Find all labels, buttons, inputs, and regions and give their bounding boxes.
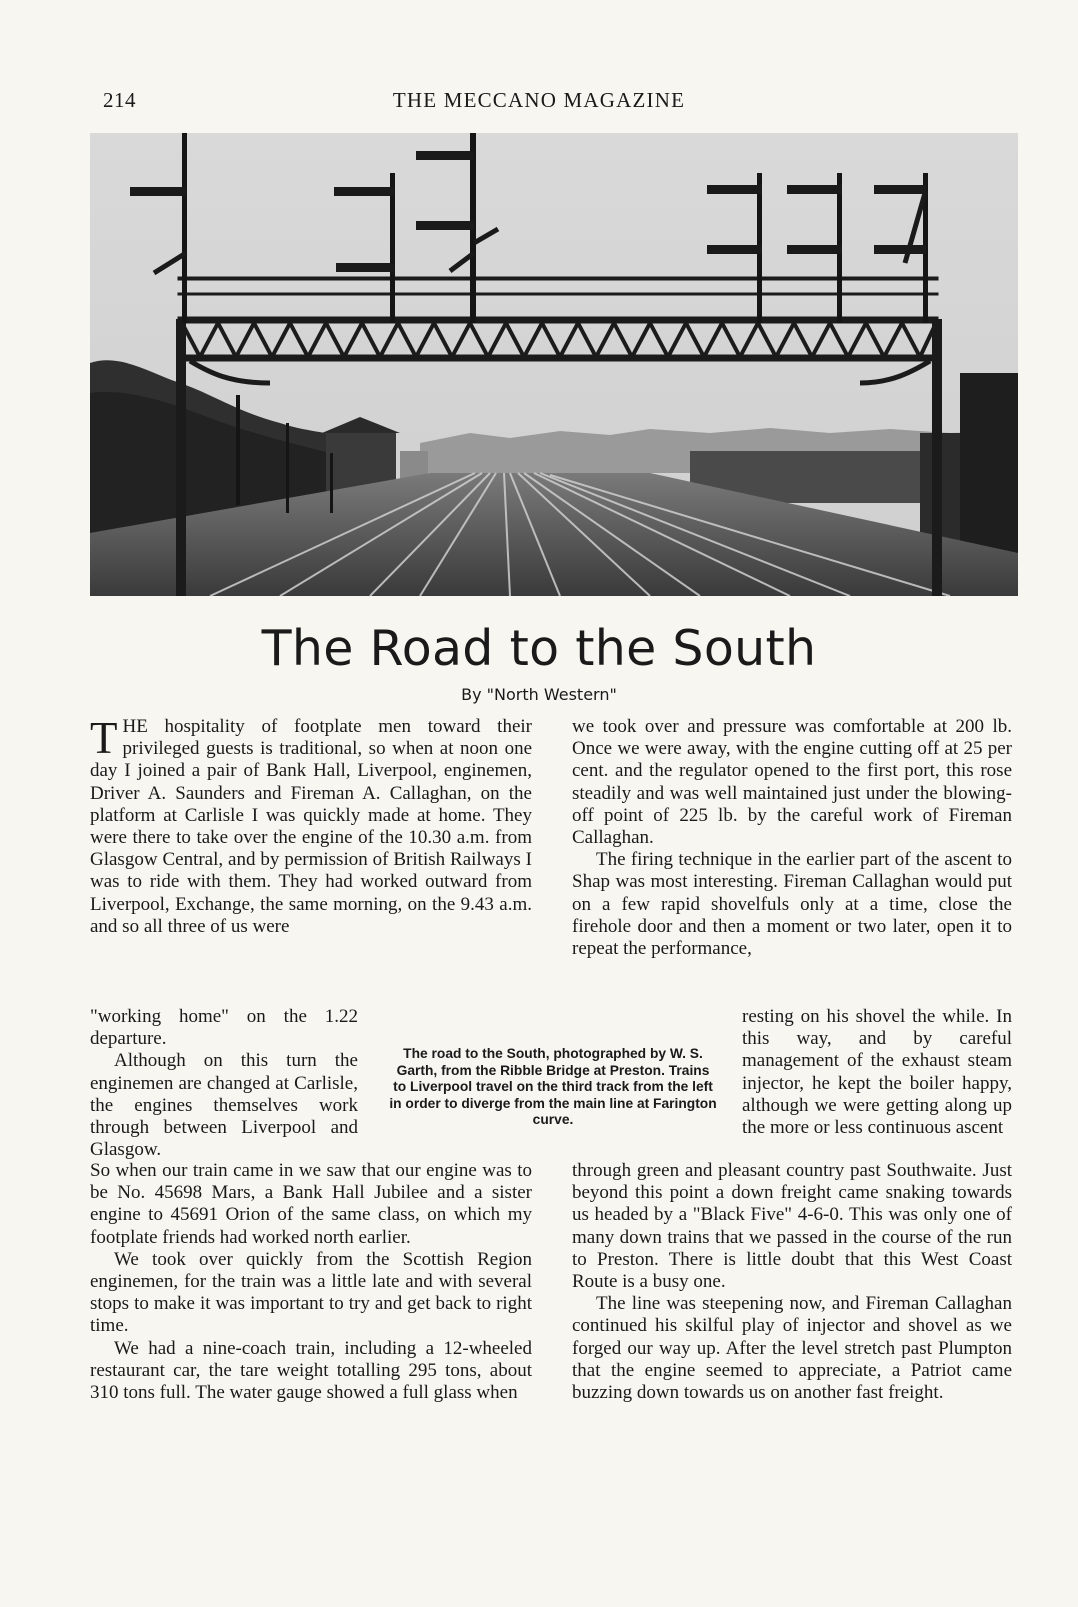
paragraph-text: HE hospitality of footplate men toward their privileged guests is traditional, so when at noon one day I joined a pair of Bank Hall, Liverpool, enginemen, Driver A. Saunders and Fireman A. Callaghan, on the platform at Carlisle I was quickly made at home. They were there to take over the engine of the 10.30 a.m. from Glasgow Central, and by permission of British Railways I was to ride with them. They had worked outward from Liverpool, Exchange, the same morning, on the 9.43 a.m. and so all three of us were: [90, 716, 532, 937]
article-title: The Road to the South: [261, 620, 817, 677]
paragraph: The line was steepening now, and Fireman Callaghan continued his skilful play of injector and shovel as we forged our way up. After the level stretch past Plumpton that the engine seemed to appreciate, a Patriot came buzzing down towards us on another fast freight.: [572, 1293, 1012, 1404]
railway-gantry-photo: [90, 133, 1018, 596]
right-column-narrow: [742, 1006, 1012, 1139]
left-column-narrow: [90, 1006, 358, 1161]
paragraph: We had a nine-coach train, including a 12-wheeled restaurant car, the tare weight totalling 295 tons, about 310 tons full. The water gauge showed a full glass when: [90, 1337, 532, 1404]
paragraph: We took over quickly from the Scottish Region enginemen, for the train was a little late and with several stops to make it was important to try and get back to right time.: [90, 1248, 532, 1337]
left-column-top: [90, 713, 532, 938]
photo-graphic: [90, 133, 1018, 596]
photo-caption: The road to the South, photographed by W. S. Garth, from the Ribble Bridge at Preston. Trains to Liverpool travel on the third track from the left in order to diverge from the main line at Farington curve.: [389, 1046, 717, 1128]
right-column-top: [572, 716, 1012, 960]
paragraph: through green and pleasant country past Southwaite. Just beyond this point a down freight came snaking towards us headed by a "Black Five" 4-6-0. This was only one of many down trains that we passed in the course of the run to Preston. There is little doubt that this West Coast Route is a busy one.: [572, 1160, 1012, 1293]
left-column-bottom: [90, 1160, 532, 1404]
paragraph: So when our train came in we saw that our engine was to be No. 45698 Mars, a Bank Hall Jubilee and a sister engine to 45691 Orion of the same class, on which my footplate friends had worked north earlier.: [90, 1160, 532, 1248]
drop-cap: T: [90, 713, 118, 763]
paragraph: The firing technique in the earlier part of the ascent to Shap was most interesting. Fireman Callaghan would put on a few rapid shovelfuls only at a time, close the firehole door and then a moment or two later, open it to repeat the performance,: [572, 849, 1012, 960]
paragraph: Although on this turn the enginemen are changed at Carlisle, the engines themselves work through between Liverpool and Glasgow.: [90, 1050, 358, 1161]
paragraph: we took over and pressure was comfortable at 200 lb. Once we were away, with the engine cutting off at 25 per cent. and the regulator opened to the first port, this rose steadily and was well maintained just under the blowing-off point of 225 lb. by the careful work of Fireman Callaghan.: [572, 716, 1012, 849]
paragraph: [90, 713, 532, 938]
paragraph: resting on his shovel the while. In this way, and by careful management of the exhaust steam injector, he kept the boiler happy, although we were getting along up the more or less continuous ascent: [742, 1006, 1012, 1139]
article-byline: By "North Western": [461, 685, 617, 704]
running-head: THE MECCANO MAGAZINE: [392, 88, 686, 112]
right-column-bottom: [572, 1160, 1012, 1404]
page-number: 214: [103, 88, 136, 112]
paragraph: "working home" on the 1.22 departure.: [90, 1006, 358, 1050]
